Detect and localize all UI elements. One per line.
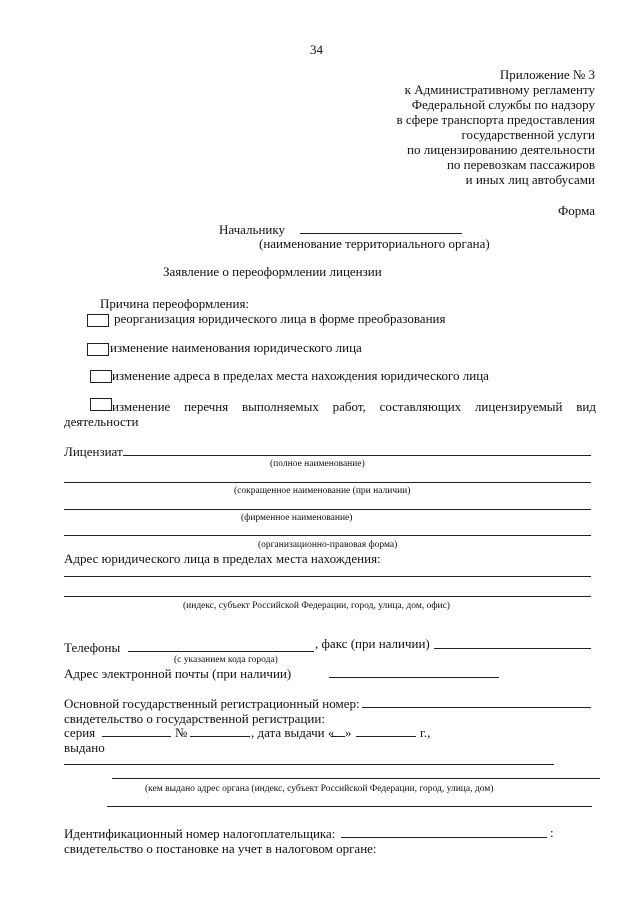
page-number: 34 (310, 42, 323, 57)
addressee-hint: (наименование территориального органа) (259, 236, 490, 251)
issued-field-2[interactable] (112, 778, 600, 779)
ogrn-field[interactable] (362, 707, 591, 708)
addressee-label: Начальнику (219, 222, 286, 237)
issued-field-1[interactable] (64, 764, 554, 765)
form-label: Форма (558, 203, 595, 218)
header-line-5: государственной услуги (461, 127, 595, 142)
licensee-short-name-field[interactable] (64, 482, 591, 483)
issuer-hint: (кем выдано адрес органа (индекс, субъект Российской Федерации, город, улица, дом) (145, 784, 494, 794)
form-title: Заявление о переоформлении лицензии (163, 264, 382, 279)
licensee-hint-legal-form: (организационно-правовая форма) (258, 540, 398, 550)
licensee-hint-brand: (фирменное наименование) (241, 513, 353, 523)
phones-field[interactable] (128, 651, 314, 652)
addressee-field[interactable] (300, 233, 462, 234)
year-label: г., (420, 725, 431, 740)
reason-option-3: изменение адреса в пределах места нахождения юридического лица (112, 368, 489, 383)
checkbox-name-change[interactable] (87, 343, 109, 356)
phones-label: Телефоны (64, 640, 121, 655)
licensee-legal-form-field[interactable] (64, 535, 591, 536)
reason-option-4-cont: деятельности (64, 414, 139, 429)
email-field[interactable] (329, 677, 499, 678)
header-line-3: Федеральной службы по надзору (411, 97, 595, 112)
licensee-brand-name-field[interactable] (64, 509, 591, 510)
header-line-1: Приложение № 3 (499, 67, 595, 82)
address-label: Адрес юридического лица в пределах места нахождения: (64, 551, 381, 566)
tax-certificate-label: свидетельство о постановке на учет в налоговом органе: (64, 841, 377, 856)
header-line-2: к Административному регламенту (404, 82, 595, 97)
inn-label: Идентификационный номер налогоплательщика: (64, 826, 336, 841)
checkbox-address-change[interactable] (90, 370, 112, 383)
issued-label: выдано (64, 740, 105, 755)
number-field[interactable] (190, 736, 250, 737)
ogrn-label: Основной государственный регистрационный номер: (64, 696, 360, 711)
address-field-2[interactable] (64, 596, 591, 597)
checkbox-reorganization[interactable] (87, 314, 109, 327)
inn-field[interactable] (341, 837, 547, 838)
address-field-1[interactable] (64, 576, 591, 577)
reason-label: Причина переоформления: (100, 296, 250, 311)
licensee-hint-short: (сокращенное наименование (при наличии) (234, 486, 411, 496)
number-label: № (175, 725, 188, 740)
licensee-label: Лицензиат (64, 444, 123, 459)
series-label: серия (64, 725, 96, 740)
header-line-8: и иных лиц автобусами (465, 172, 595, 187)
licensee-hint-full: (полное наименование) (270, 459, 365, 469)
certificate-label: свидетельство о государственной регистрации: (64, 711, 325, 726)
reason-option-4: изменение перечня выполняемых работ, составляющих лицензируемый вид (112, 399, 596, 414)
email-label: Адрес электронной почты (при наличии) (64, 666, 292, 681)
issue-month-field[interactable] (356, 736, 416, 737)
issued-field-3[interactable] (107, 806, 592, 807)
reason-option-2: изменение наименования юридического лица (110, 340, 362, 355)
fax-field[interactable] (434, 648, 591, 649)
series-field[interactable] (102, 736, 171, 737)
issue-date-label: , дата выдачи « (251, 725, 335, 740)
header-line-6: по лицензированию деятельности (407, 142, 595, 157)
address-hint: (индекс, субъект Российской Федерации, город, улица, дом, офис) (183, 601, 450, 611)
licensee-full-name-field[interactable] (123, 455, 591, 456)
phones-hint: (с указанием кода города) (174, 655, 278, 665)
inn-colon: : (550, 825, 554, 840)
fax-label: , факс (при наличии) (315, 636, 430, 651)
issue-day-field[interactable] (331, 736, 345, 737)
reason-option-1: реорганизация юридического лица в форме преобразования (114, 311, 446, 326)
quote-close: » (345, 725, 352, 740)
header-line-7: по перевозкам пассажиров (446, 157, 595, 172)
header-line-4: в сфере транспорта предоставления (396, 112, 595, 127)
checkbox-works-change[interactable] (90, 398, 112, 411)
